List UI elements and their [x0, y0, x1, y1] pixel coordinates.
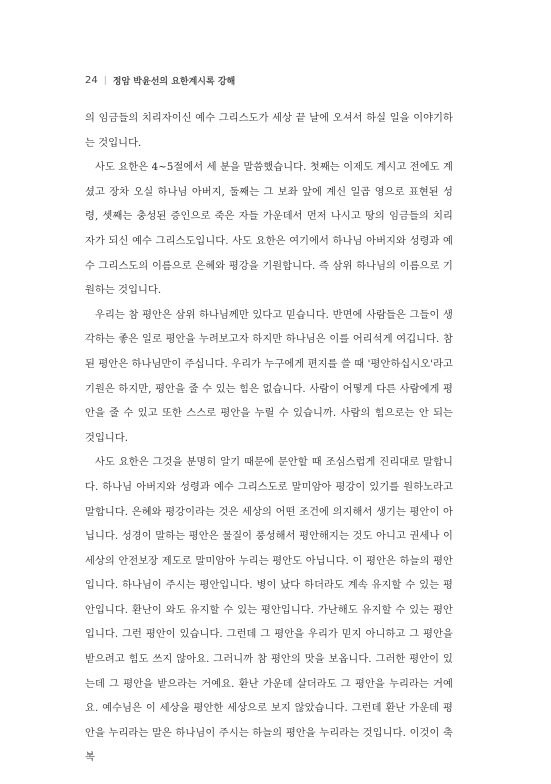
page-number: 24	[85, 75, 98, 86]
running-header	[85, 74, 235, 87]
paragraph: 사도 요한은 그것을 분명히 알기 때문에 문안할 때 조심스럽게 진리대로 말합니다. 하나님 아버지와 성령과 예수 그리스도로 말미암아 평강이 있기를 원하노라고 말합니다. 은혜와 평강이라는 것은 세상의 어떤 조건에 의지해서 생기는 평안이 아닙니다. 성경이 말하는 평안은 물질이 풍성해서 평안해지는 것도 아니고 권세나 이 세상의 안전보장 제도로 말미암아 누리는 평안도 아닙니다. 이 평안은 하늘의 평안입니다. 하나님이 주시는 평안입니다. 병이 났다 하더라도 계속 유지할 수 있는 평안입니다. 환난이 와도 유지할 수 있는 평안입니다. 가난해도 유지할 수 있는 평안입니다. 그런 평안이 있습니다. 그런데 그 평안을 우리가 믿지 아니하고 그 평안을 받으려고 힘도 쓰지 않아요. 그러니까 참 평안의 맛을 보옵니다. 그러한 평안이 있는데 그 평안을 받으라는 거예요. 환난 가운데 살더라도 그 평안을 누리라는 거예요. 예수님은 이 세상을 평안한 세상으로 보지 않았습니다. 그런데 환난 가운데 평안을 누리라는 말은 하나님이 주시는 하늘의 평안을 누리라는 것입니다. 이것이 축복	[85, 457, 453, 764]
paragraph: 사도 요한은 4~5절에서 세 분을 말씀했습니다. 첫째는 이제도 계시고 전에도 계셨고 장차 오실 하나님 아버지, 둘째는 그 보좌 앞에 계신 일곱 영으로 표현된 성령, 셋째는 충성된 증인으로 죽은 자들 가운데서 먼저 나시고 땅의 임금들의 치리자가 되신 예수 그리스도입니다. 사도 요한은 여기에서 하나님 아버지와 성령과 예수 그리스도의 이름으로 은혜와 평강을 기원합니다. 즉 삼위 하나님의 이름으로 기원하는 것입니다.	[85, 162, 453, 297]
paragraph: 의 임금들의 치리자이신 예수 그리스도가 세상 끝 날에 오셔서 하실 일을 이야기하는 것입니다.	[85, 113, 453, 149]
header-divider: |	[103, 75, 107, 86]
book-title: 정암 박윤선의 요한계시록 강해	[112, 77, 236, 87]
paragraph: 우리는 참 평안은 삼위 하나님께만 있다고 믿습니다. 반면에 사람들은 그들이 생각하는 좋은 일로 평안을 누려보고자 하지만 하나님은 이를 어리석게 여깁니다. 참된 평안은 하나님만이 주십니다. 우리가 누구에게 편지를 쓸 때 '평안하십시오'라고 기원은 하지만, 평안을 줄 수 있는 힘은 없습니다. 사람이 어떻게 다른 사람에게 평안을 줄 수 있고 또한 스스로 평안을 누릴 수 있습니까. 사람의 힘으로는 안 되는 것입니다.	[85, 309, 453, 444]
body-text	[85, 107, 453, 771]
